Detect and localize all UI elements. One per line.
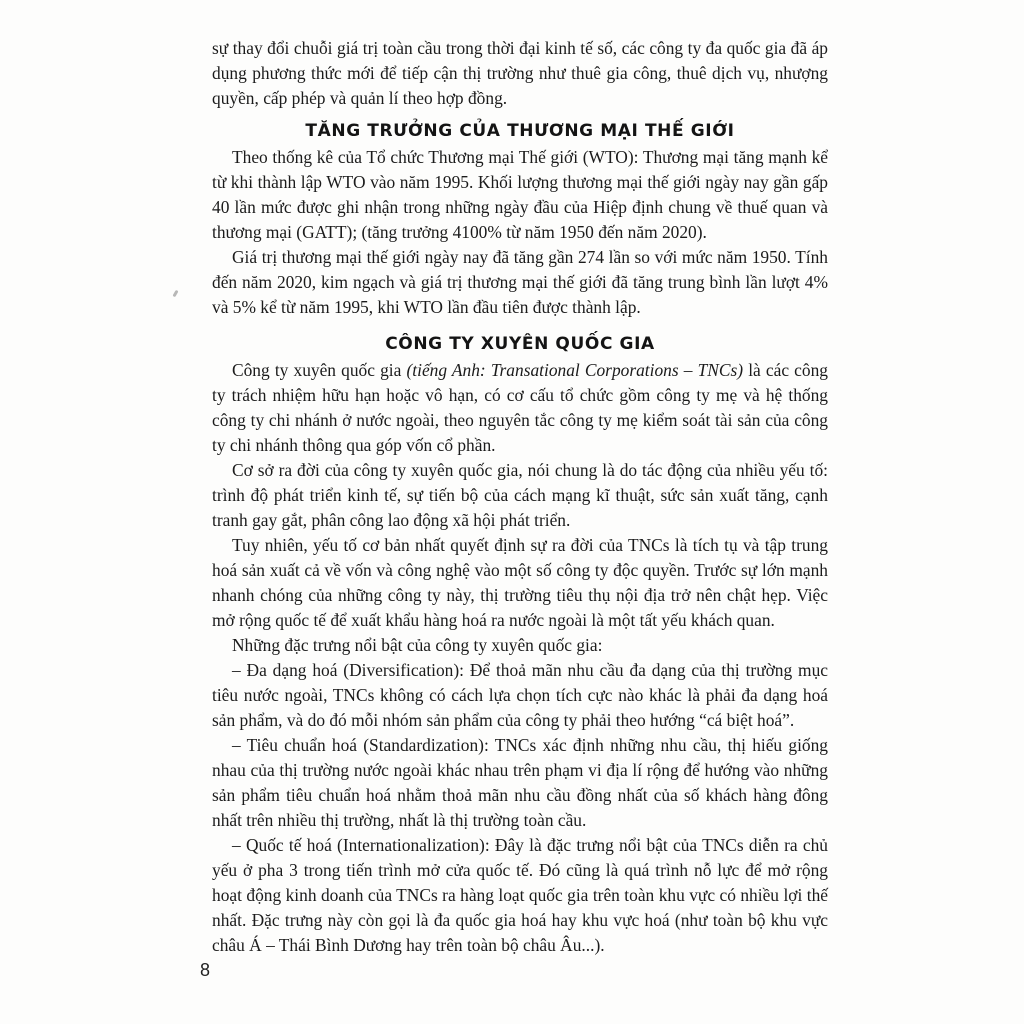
page-body — [212, 36, 828, 958]
tncs-definition-rest: là các công ty trách nhiệm hữu hạn hoặc vô hạn, có cơ cấu tổ chức gồm công ty mẹ và hệ thống công ty chi nhánh ở nước ngoài, theo nguyên tắc công ty mẹ kiểm soát tài sản của công ty chi nhánh thông qua góp vốn cổ phần. — [212, 360, 828, 455]
feature-diversification: – Đa dạng hoá (Diversification): Để thoả mãn nhu cầu đa dạng của thị trường mục tiêu nước ngoài, TNCs không có cách lựa chọn tích cực nào khác là phải đa dạng hoá sản phẩm, và do đó mỗi nhóm sản phẩm của công ty phải theo hướng “cá biệt hoá”. — [212, 660, 828, 730]
world-trade-paragraph-1: Theo thống kê của Tổ chức Thương mại Thế giới (WTO): Thương mại tăng mạnh kể từ khi thành lập WTO vào năm 1995. Khối lượng thương mại thế giới ngày nay gần gấp 40 lần mức được ghi nhận trong những ngày đầu của Hiệp định chung về thuế quan và thương mại (GATT); (tăng trưởng 4100% từ năm 1950 đến năm 2020). — [212, 147, 828, 242]
tncs-basic-factor-paragraph: Tuy nhiên, yếu tố cơ bản nhất quyết định sự ra đời của TNCs là tích tụ và tập trung hoá sản xuất cả về vốn và công nghệ vào một số công ty độc quyền. Trước sự lớn mạnh nhanh chóng của những công ty này, thị trường tiêu thụ nội địa trở nên chật hẹp. Việc mở rộng quốc tế để xuất khẩu hàng hoá ra nước ngoài là một tất yếu khách quan. — [212, 535, 828, 630]
tncs-definition-english-term: (tiếng Anh: Transational Corporations – TNCs) — [406, 360, 744, 380]
feature-internationalization: – Quốc tế hoá (Internationalization): Đây là đặc trưng nổi bật của TNCs diễn ra chủ yếu ở pha 3 trong tiến trình mở cửa quốc tế. Đó cũng là quá trình nỗ lực để mở rộng hoạt động kinh doanh của TNCs ra hàng loạt quốc gia trên toàn khu vực có nhiều lợi thế nhất. Đặc trưng này còn gọi là đa quốc gia hoá hay khu vực hoá (như toàn bộ khu vực châu Á – Thái Bình Dương hay trên toàn bộ châu Âu...). — [212, 835, 828, 955]
tncs-definition-start: Công ty xuyên quốc gia — [232, 360, 407, 380]
page-number: 8 — [200, 960, 211, 980]
scan-speck — [172, 290, 178, 298]
tncs-features-intro: Những đặc trưng nổi bật của công ty xuyên quốc gia: — [232, 635, 603, 655]
section-heading-world-trade: TĂNG TRƯỞNG CỦA THƯƠNG MẠI THẾ GIỚI — [305, 121, 735, 141]
tncs-definition-paragraph — [212, 358, 828, 458]
feature-standardization: – Tiêu chuẩn hoá (Standardization): TNCs xác định những nhu cầu, thị hiếu giống nhau của thị trường nước ngoài khác nhau trên phạm vi địa lí rộng để hướng vào những sản phẩm tiêu chuẩn hoá nhằm thoả mãn nhu cầu đồng nhất của số khách hàng đông nhất trên nhiều thị trường, nhất là thị trường toàn cầu. — [212, 735, 828, 830]
intro-paragraph: sự thay đổi chuỗi giá trị toàn cầu trong thời đại kinh tế số, các công ty đa quốc gia đã áp dụng phương thức mới để tiếp cận thị trường như thuê gia công, thuê dịch vụ, nhượng quyền, cấp phép và quản lí theo hợp đồng. — [212, 38, 828, 108]
section-heading-tncs: CÔNG TY XUYÊN QUỐC GIA — [385, 334, 655, 354]
tncs-origin-paragraph: Cơ sở ra đời của công ty xuyên quốc gia, nói chung là do tác động của nhiều yếu tố: trình độ phát triển kinh tế, sự tiến bộ của cách mạng kĩ thuật, sức sản xuất tăng, cạnh tranh gay gắt, phân công lao động xã hội phát triển. — [212, 460, 828, 530]
world-trade-paragraph-2: Giá trị thương mại thế giới ngày nay đã tăng gần 274 lần so với mức năm 1950. Tính đến năm 2020, kim ngạch và giá trị thương mại thế giới đã tăng trung bình lần lượt 4% và 5% kể từ năm 1995, khi WTO lần đầu tiên được thành lập. — [212, 247, 828, 317]
